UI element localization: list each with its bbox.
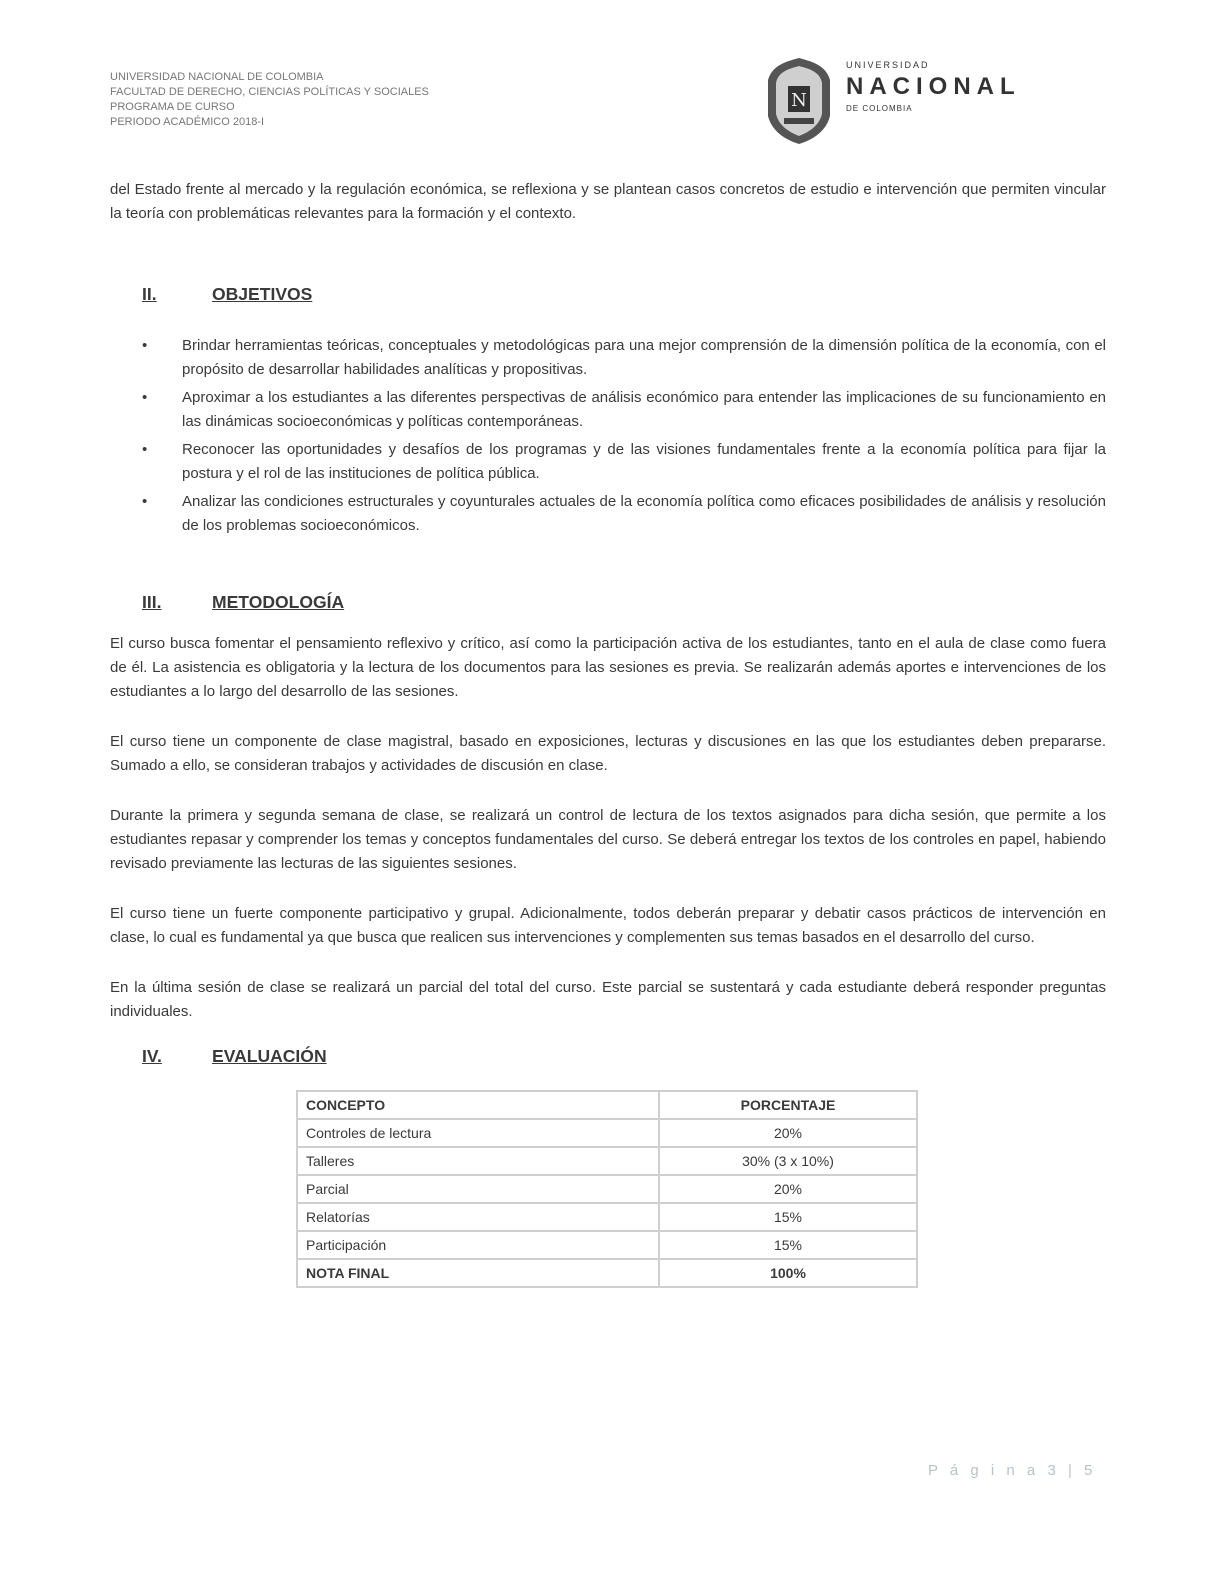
section-label: OBJETIVOS <box>212 284 313 304</box>
seal-icon <box>764 56 834 146</box>
list-item <box>110 490 1106 538</box>
paragraph: El curso busca fomentar el pensamiento reflexivo y crítico, así como la participación activa de los estudiantes, tanto en el aula de clase como fuera de él. La asistencia es obligatoria y la lectura de los documentos para las sesiones es previa. Se realizarán además aportes e intervenciones de los estudiantes a lo largo del desarrollo de las sesiones. <box>110 635 1106 700</box>
section-title-metodologia <box>110 590 1106 614</box>
table-cell: Controles de lectura <box>297 1119 659 1147</box>
intro-paragraph: del Estado frente al mercado y la regulación económica, se reflexiona y se plantean casos concretos de estudio e intervención que permiten vincular la teoría con problemáticas relevantes para la formación y el contexto. <box>110 181 1106 222</box>
logo-line: UNIVERSIDAD <box>846 60 930 70</box>
paragraph: El curso tiene un fuerte componente participativo y grupal. Adicionalmente, todos deberán preparar y debatir casos prácticos de intervención en clase, lo cual es fundamental ya que busca que realicen sus intervenciones y complementen sus temas basados en el desarrollo del curso. <box>110 905 1106 946</box>
logo-wordmark <box>846 60 1021 113</box>
section-title-objetivos <box>110 282 1106 306</box>
table-cell: 15% <box>659 1231 917 1259</box>
table-header-row <box>297 1091 917 1119</box>
evaluation-table <box>296 1090 918 1288</box>
paragraph: En la última sesión de clase se realizará un parcial del total del curso. Este parcial se sustentará y cada estudiante deberá responder preguntas individuales. <box>110 979 1106 1020</box>
list-item <box>110 386 1106 434</box>
table-row <box>297 1203 917 1231</box>
page-number: P á g i n a 3 | 5 <box>928 1462 1097 1479</box>
table-cell: Relatorías <box>297 1203 659 1231</box>
header-line: FACULTAD DE DERECHO, CIENCIAS POLÍTICAS Y SOCIALES <box>110 86 429 98</box>
document-body <box>110 178 1106 1288</box>
table-total-row <box>297 1259 917 1287</box>
table-cell: 20% <box>659 1175 917 1203</box>
section-label: EVALUACIÓN <box>212 1046 327 1066</box>
bullet-icon: • <box>142 441 148 458</box>
column-header: CONCEPTO <box>297 1091 659 1119</box>
table-cell: 15% <box>659 1203 917 1231</box>
section-label: METODOLOGÍA <box>212 592 345 612</box>
list-item-text: Aproximar a los estudiantes a las diferentes perspectivas de análisis económico para entender las implicaciones de su funcionamiento en las dinámicas socioeconómicas y políticas contemporáneas. <box>182 389 1106 430</box>
bullet-icon: • <box>142 389 148 406</box>
list-item-text: Brindar herramientas teóricas, conceptuales y metodológicas para una mejor comprensión de la dimensión política de la economía, con el propósito de desarrollar habilidades analíticas y propositivas. <box>182 337 1106 378</box>
header-line: PERIODO ACADÉMICO 2018-I <box>110 116 265 128</box>
table-cell: NOTA FINAL <box>297 1259 659 1287</box>
section-title-evaluacion <box>110 1044 1106 1068</box>
bullet-icon: • <box>142 493 148 510</box>
logo-line: NACIONAL <box>846 73 1021 100</box>
table-row <box>297 1119 917 1147</box>
logo-line: DE COLOMBIA <box>846 104 913 113</box>
institution-info <box>110 70 429 130</box>
section-number: IV. <box>142 1046 162 1066</box>
table-cell: Participación <box>297 1231 659 1259</box>
table-row <box>297 1231 917 1259</box>
table-cell: Parcial <box>297 1175 659 1203</box>
section-number: III. <box>142 592 162 612</box>
list-item <box>110 334 1106 382</box>
objectives-list <box>110 334 1106 538</box>
paragraph: Durante la primera y segunda semana de clase, se realizará un control de lectura de los textos asignados para dicha sesión, que permite a los estudiantes repasar y comprender los temas y conceptos fundamentales del curso. Se deberá entregar los textos de los controles en papel, habiendo revisado previamente las lecturas de las siguientes sesiones. <box>110 807 1106 872</box>
column-header: PORCENTAJE <box>659 1091 917 1119</box>
header-line: UNIVERSIDAD NACIONAL DE COLOMBIA <box>110 71 324 83</box>
table-cell: Talleres <box>297 1147 659 1175</box>
section-number: II. <box>142 284 157 304</box>
table-cell: 30% (3 x 10%) <box>659 1147 917 1175</box>
table-row <box>297 1147 917 1175</box>
table-row <box>297 1175 917 1203</box>
svg-text:N: N <box>791 90 807 111</box>
document-header <box>110 60 1110 158</box>
bullet-icon: • <box>142 337 148 354</box>
list-item-text: Analizar las condiciones estructurales y coyunturales actuales de la economía política como eficaces posibilidades de análisis y resolución de los problemas socioeconómicos. <box>182 493 1106 534</box>
list-item <box>110 438 1106 486</box>
university-logo <box>758 54 1021 150</box>
header-line: PROGRAMA DE CURSO <box>110 101 235 113</box>
table-cell: 20% <box>659 1119 917 1147</box>
paragraph: El curso tiene un componente de clase magistral, basado en exposiciones, lecturas y discusiones en las que los estudiantes deben prepararse. Sumado a ello, se consideran trabajos y actividades de discusión en clase. <box>110 733 1106 774</box>
list-item-text: Reconocer las oportunidades y desafíos de los programas y de las visiones fundamentales frente a la economía política para fijar la postura y el rol de las instituciones de política pública. <box>182 441 1106 482</box>
table-cell: 100% <box>659 1259 917 1287</box>
